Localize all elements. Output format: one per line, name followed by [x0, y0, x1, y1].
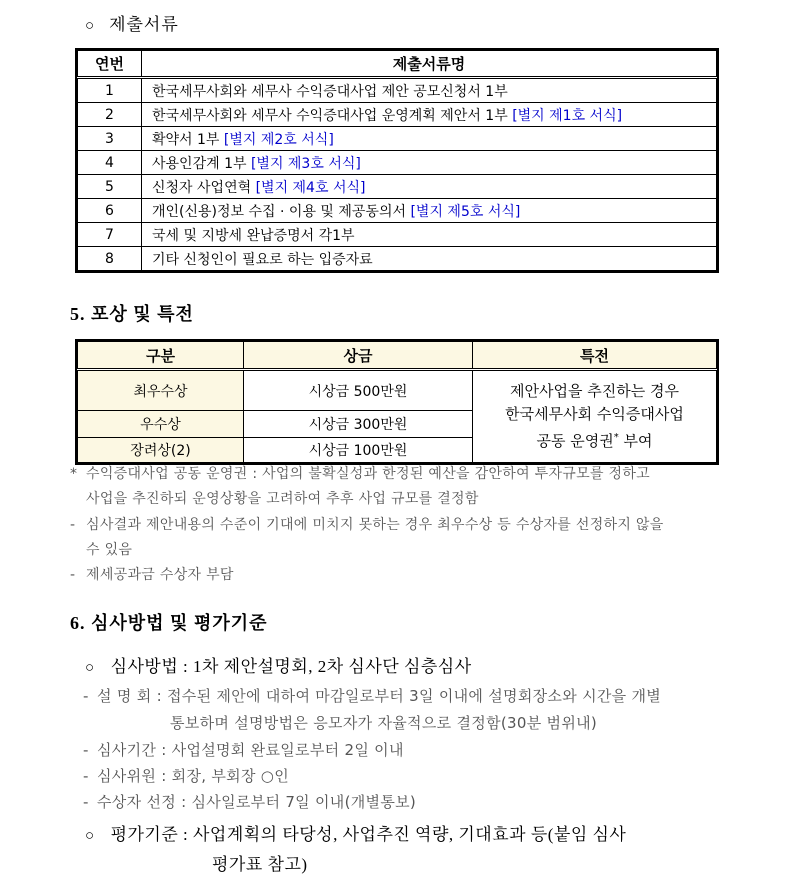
circle-bullet-icon: ○ — [85, 18, 96, 34]
benefit-line: 한국세무사회 수익증대사업 — [505, 405, 684, 423]
submission-table — [75, 48, 719, 273]
col-header-grade: 구분 — [78, 342, 244, 370]
row-no: 7 — [78, 223, 142, 247]
row-no: 6 — [78, 199, 142, 223]
row-no: 5 — [78, 175, 142, 199]
benefit-line: 제안사업을 추진하는 경우 — [510, 382, 679, 400]
evaluation-item: - 심사위원 : 회장, 부회장 ○인 — [83, 767, 289, 785]
evaluation-criteria-line: ○ 평가기준 : 사업계획의 타당성, 사업추진 역량, 기대효과 등(붙임 심사 — [85, 825, 627, 844]
row-no: 3 — [78, 127, 142, 151]
form-reference-link[interactable]: [별지 제5호 서식] — [410, 203, 521, 220]
doc-name: 신청자 사업연혁 — [152, 179, 256, 196]
dash-bullet: - — [83, 793, 89, 811]
doc-name: 사용인감계 1부 — [152, 155, 251, 172]
col-header-benefit: 특전 — [473, 342, 717, 370]
footnote-line: 수 있음 — [86, 542, 133, 558]
table-row — [78, 223, 717, 247]
evaluation-criteria-wrap: 평가표 참고) — [212, 855, 308, 874]
submission-docs-title — [85, 10, 179, 35]
submission-header-row — [78, 51, 717, 78]
col-header-no: 연번 — [78, 51, 142, 78]
dash-bullet: - — [70, 517, 76, 533]
doc-name: 국세 및 지방세 완납증명서 각1부 — [152, 227, 355, 244]
row-no: 1 — [78, 78, 142, 103]
form-reference-link[interactable]: [별지 제4호 서식] — [255, 179, 366, 196]
footnote-asterisk: * — [613, 432, 619, 443]
footnote-line: * 수익증대사업 공동 운영권 : 사업의 불확실성과 한정된 예산을 감안하여 투자규모를 정하고 — [70, 466, 651, 482]
benefit-line: 공동 운영권* 부여 — [536, 432, 653, 450]
doc-name: 한국세무사회와 세무사 수익증대사업 제안 공모신청서 1부 — [152, 83, 508, 100]
table-row — [78, 151, 717, 175]
footnote-line: - 심사결과 제안내용의 수준이 기대에 미치지 못하는 경우 최우수상 등 수상자를 선정하지 않을 — [70, 517, 664, 533]
table-row — [78, 103, 717, 127]
circle-bullet-icon: ○ — [85, 828, 95, 844]
award-prize: 시상금 300만원 — [244, 411, 473, 438]
awards-table — [75, 339, 719, 465]
dash-bullet: - — [83, 687, 89, 705]
doc-name: 기타 신청인이 필요로 하는 입증자료 — [152, 251, 373, 268]
dash-bullet: - — [70, 567, 76, 583]
row-no: 2 — [78, 103, 142, 127]
table-row — [78, 247, 717, 271]
evaluation-method-line: ○ 심사방법 : 1차 제안설명회, 2차 심사단 심층심사 — [85, 657, 472, 676]
award-benefit-cell — [473, 370, 717, 463]
dash-bullet: - — [83, 741, 89, 759]
awards-header-row — [78, 342, 717, 370]
asterisk-bullet: * — [70, 466, 78, 482]
table-row — [78, 127, 717, 151]
section-heading-evaluation: 6. 심사방법 및 평가기준 — [70, 613, 268, 633]
award-prize: 시상금 100만원 — [244, 438, 473, 463]
circle-bullet-icon: ○ — [85, 660, 95, 676]
table-row — [78, 175, 717, 199]
dash-bullet: - — [83, 767, 89, 785]
doc-name: 확약서 1부 — [152, 131, 224, 148]
section-heading-awards: 5. 포상 및 특전 — [70, 304, 194, 324]
row-no: 4 — [78, 151, 142, 175]
footnote-line: - 제세공과금 수상자 부담 — [70, 567, 234, 583]
doc-name: 한국세무사회와 세무사 수익증대사업 운영계획 제안서 1부 — [152, 107, 513, 124]
form-reference-link[interactable]: [별지 제2호 서식] — [223, 131, 334, 148]
table-row — [78, 199, 717, 223]
table-row — [78, 370, 717, 411]
evaluation-item: - 수상자 선정 : 심사일로부터 7일 이내(개별통보) — [83, 793, 417, 811]
table-row — [78, 78, 717, 103]
form-reference-link[interactable]: [별지 제3호 서식] — [250, 155, 361, 172]
submission-title-text: 제출서류 — [109, 15, 179, 34]
evaluation-item-wrap: 통보하며 설명방법은 응모자가 자율적으로 결정함(30분 범위내) — [170, 714, 598, 732]
col-header-docname: 제출서류명 — [142, 51, 717, 78]
award-grade: 우수상 — [78, 411, 244, 438]
doc-name: 개인(신용)정보 수집 · 이용 및 제공동의서 — [152, 203, 411, 220]
evaluation-item: - 설 명 회 : 접수된 제안에 대하여 마감일로부터 3일 이내에 설명회장소와 시간을 개별 — [83, 687, 662, 705]
award-grade: 최우수상 — [78, 370, 244, 411]
row-no: 8 — [78, 247, 142, 271]
award-grade: 장려상(2) — [78, 438, 244, 463]
footnote-line: 사업을 추진하되 운영상황을 고려하여 추후 사업 규모를 결정함 — [86, 491, 479, 507]
evaluation-item: - 심사기간 : 사업설명회 완료일로부터 2일 이내 — [83, 741, 404, 759]
form-reference-link[interactable]: [별지 제1호 서식] — [512, 107, 623, 124]
award-prize: 시상금 500만원 — [244, 370, 473, 411]
col-header-prize: 상금 — [244, 342, 473, 370]
